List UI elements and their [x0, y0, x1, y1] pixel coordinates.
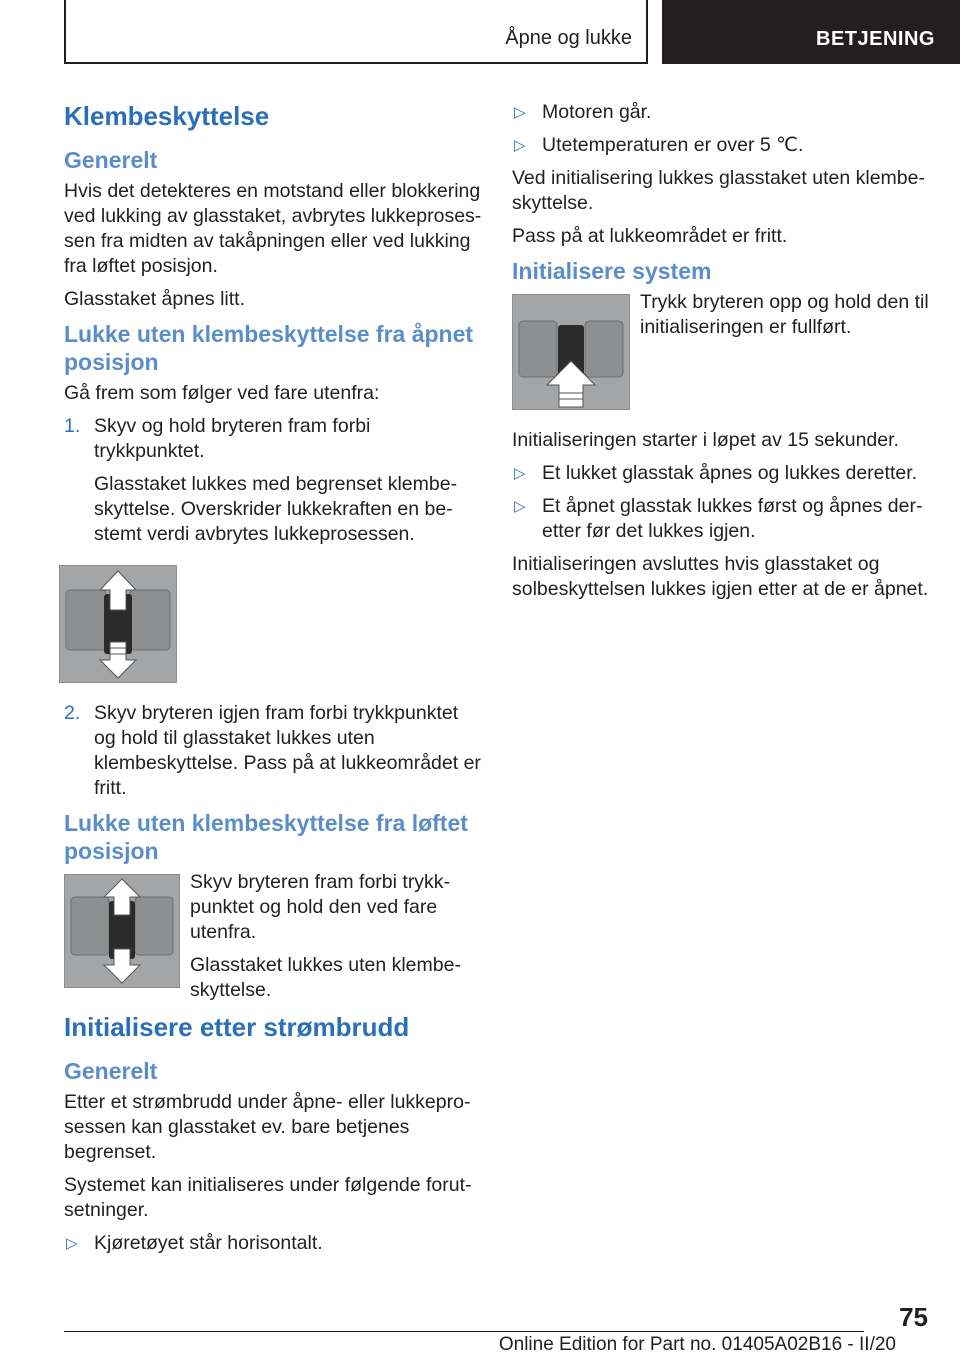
header-section-title: Åpne og lukke	[505, 27, 632, 49]
paragraph: Skyv bryteren fram forbi trykkpunktet og hold den ved fare utenfra.	[190, 871, 451, 943]
list-item	[64, 1231, 482, 1256]
footer-edition: Online Edition for Part no. 01405A02B16 - II/20	[498, 1334, 896, 1355]
list-item-text: Motoren går.	[542, 101, 652, 123]
list-item	[512, 133, 930, 158]
list-item-text: Et lukket glasstak åpnes og lukkes deretter.	[542, 462, 918, 484]
paragraph: Initialiseringen starter i løpet av 15 sekunder.	[512, 429, 899, 451]
switch-up-image	[512, 294, 630, 410]
list-item	[512, 100, 930, 125]
paragraph: Pass på at lukkeområdet er fritt.	[512, 225, 788, 247]
paragraph: Ved initialisering lukkes glasstaket uten klembeskyttelse.	[512, 167, 925, 214]
list-item	[512, 461, 930, 486]
switch-forward-image	[64, 874, 180, 988]
subheading-close-from-raised: Lukke uten klembeskyttelse fra løftet posisjon	[64, 810, 468, 864]
step-note: Glasstaket lukkes med begrenset klembeskyttelse. Overskrider lukkekraften en bestemt verdi avbrytes lukkeprosessen.	[94, 473, 458, 545]
subheading-init-system: Initialisere system	[512, 258, 712, 284]
list-item-text: Et åpnet glasstak lukkes først og åpnes deretter før det lukkes igjen.	[542, 495, 923, 542]
right-column	[512, 100, 930, 610]
subheading-general: Generelt	[64, 1058, 158, 1084]
list-item-step-1	[64, 414, 482, 464]
paragraph: Etter et strømbrudd under åpne- eller lukkeprosessen kan glasstaket ev. bare betjenes begrenset.	[64, 1091, 471, 1163]
subheading-general: Generelt	[64, 147, 158, 173]
header-chapter-tab: BETJENING	[662, 0, 960, 64]
subheading-close-from-open: Lukke uten klembeskyttelse fra åpnet posisjon	[64, 321, 474, 375]
triangle-right-icon: ▷	[514, 104, 526, 121]
triangle-right-icon: ▷	[514, 137, 526, 154]
triangle-right-icon: ▷	[514, 498, 526, 515]
page-number: 75	[899, 1302, 928, 1332]
paragraph: Glasstaket åpnes litt.	[64, 288, 246, 310]
heading-init-after-power-loss: Initialisere etter strømbrudd	[64, 1012, 410, 1042]
step-number: 1.	[64, 415, 81, 437]
triangle-right-icon: ▷	[514, 465, 526, 482]
step-text: Skyv og hold bryteren fram forbi trykkpunktet.	[94, 415, 371, 462]
paragraph: Trykk bryteren opp og hold den til initialiseringen er fullført.	[640, 291, 929, 338]
triangle-right-icon: ▷	[66, 1235, 78, 1252]
left-column	[64, 100, 482, 1264]
footer-divider	[64, 1331, 864, 1332]
paragraph: Initialiseringen avsluttes hvis glasstaket og solbeskyttelsen lukkes igjen etter at de er åpnet.	[512, 553, 929, 600]
paragraph: Systemet kan initialiseres under følgende forutsetninger.	[64, 1174, 472, 1221]
step-number: 2.	[64, 702, 81, 724]
list-item	[512, 494, 930, 544]
step-text: Skyv bryteren igjen fram forbi trykkpunktet og hold til glasstaket lukkes uten klembeskyttelse. Pass på at lukkeområdet er fritt.	[94, 702, 481, 799]
paragraph: Glasstaket lukkes uten klembeskyttelse.	[190, 954, 461, 1001]
heading-clamp-protection: Klembeskyttelse	[64, 101, 270, 131]
list-item-text: Kjøretøyet står horisontalt.	[94, 1232, 323, 1254]
paragraph: Hvis det detekteres en motstand eller blokkering ved lukking av glasstaket, avbrytes lukkeprosessen fra midten av takåpningen eller ved lukking fra løftet posisjon.	[64, 180, 482, 277]
list-item-text: Utetemperaturen er over 5 ℃.	[542, 134, 804, 156]
paragraph: Gå frem som følger ved fare utenfra:	[64, 382, 380, 404]
switch-forward-back-image	[59, 565, 177, 683]
list-item-step-2	[64, 701, 482, 801]
